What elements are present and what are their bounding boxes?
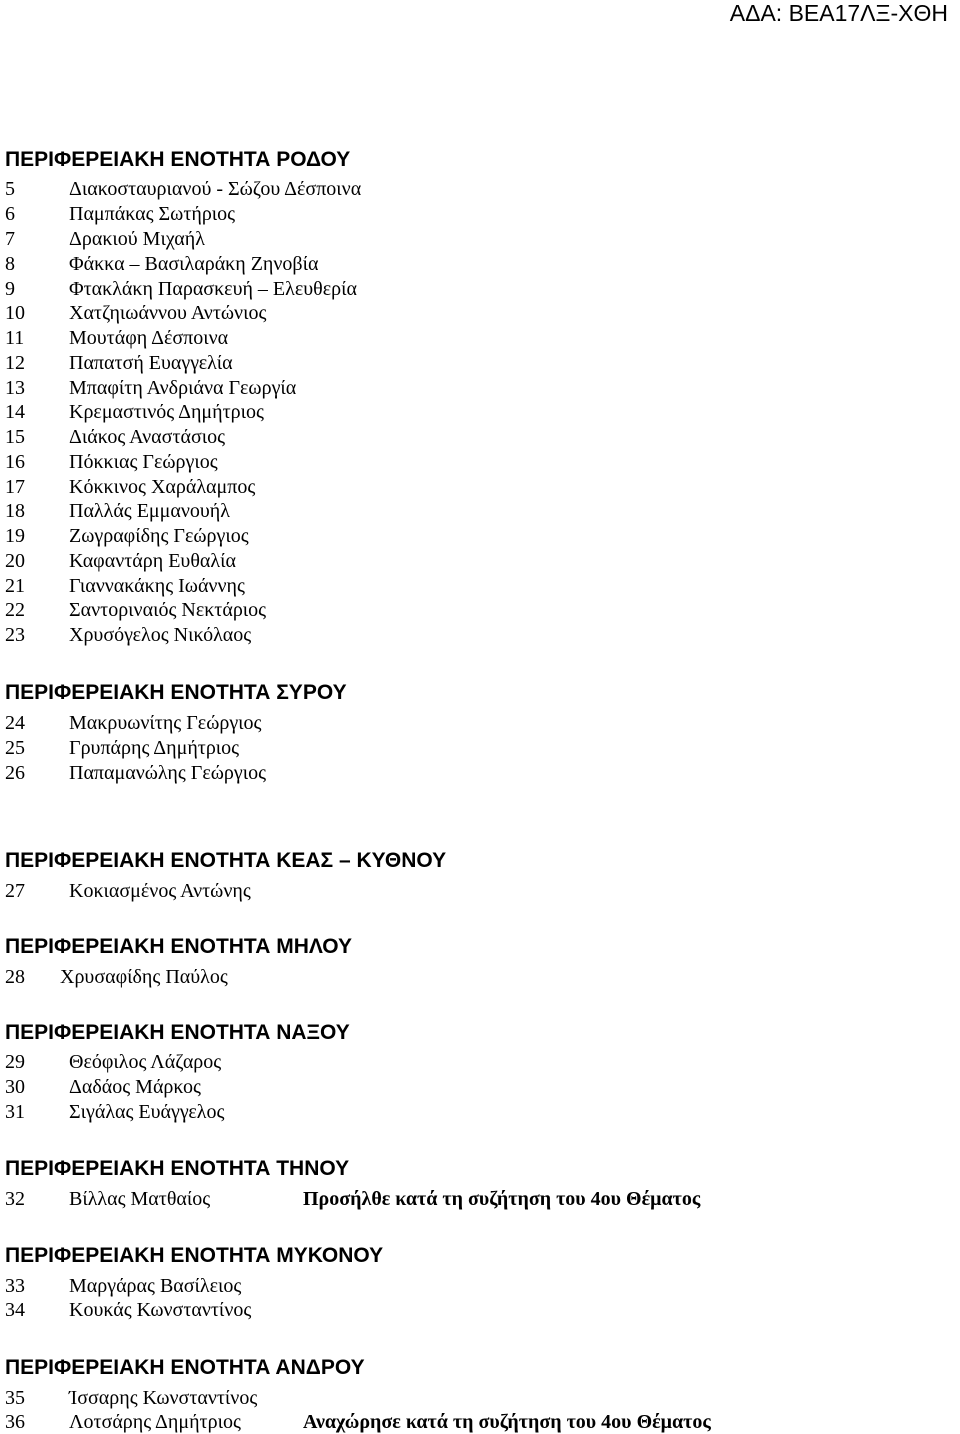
entry-name: Παλλάς Εμμανουήλ [69, 500, 230, 522]
entry-name: Φάκκα – Βασιλαράκη Ζηνοβία [69, 253, 319, 275]
entry-name: Κουκάς Κωνσταντίνος [69, 1299, 252, 1321]
entry-name: Μακρυωνίτης Γεώργιος [69, 712, 262, 734]
entry-number: 14 [5, 401, 25, 423]
section-heading: ΠΕΡΙΦΕΡΕΙΑΚΗ ΕΝΟΤΗΤΑ ΣΥΡΟΥ [5, 681, 347, 704]
entry-name: Παπαμανώλης Γεώργιος [69, 762, 267, 784]
entry-name: Μουτάφη Δέσποινα [69, 327, 229, 349]
entry-name: Γιαννακάκης Ιωάννης [69, 575, 245, 597]
entry-number: 36 [5, 1411, 25, 1433]
entry-name: Θεόφιλος Λάζαρος [69, 1051, 222, 1073]
entry-number: 13 [5, 377, 25, 399]
entry-number: 34 [5, 1299, 25, 1321]
entry-number: 23 [5, 624, 25, 646]
entry-number: 28 [5, 966, 25, 988]
entry-number: 12 [5, 352, 25, 374]
entry-number: 24 [5, 712, 25, 734]
entry-name: Κοκιασμένος Αντώνης [69, 880, 251, 902]
attendance-note: Αναχώρησε κατά τη συζήτηση του 4ου Θέματος [303, 1411, 711, 1433]
entry-name: Λοτσάρης Δημήτριος [69, 1411, 241, 1433]
entry-number: 20 [5, 550, 25, 572]
entry-number: 30 [5, 1076, 25, 1098]
ada-code: ΑΔΑ: ΒΕΑ17ΛΞ-ΧΘΗ [729, 0, 948, 26]
entry-number: 21 [5, 575, 25, 597]
entry-name: Παμπάκας Σωτήριος [69, 203, 236, 225]
entry-name: Σαντοριναιός Νεκτάριος [69, 599, 267, 621]
entry-name: Χρυσόγελος Νικόλαος [69, 624, 252, 646]
entry-number: 32 [5, 1188, 25, 1210]
entry-name: Κρεμαστινός Δημήτριος [69, 401, 264, 423]
section-heading: ΠΕΡΙΦΕΡΕΙΑΚΗ ΕΝΟΤΗΤΑ ΜΗΛΟΥ [5, 935, 353, 958]
entry-number: 35 [5, 1387, 25, 1409]
entry-number: 16 [5, 451, 25, 473]
entry-number: 26 [5, 762, 25, 784]
entry-number: 6 [5, 203, 15, 225]
entry-number: 18 [5, 500, 25, 522]
entry-number: 31 [5, 1101, 25, 1123]
entry-name: Χατζηιωάννου Αντώνιος [69, 302, 267, 324]
section-heading: ΠΕΡΙΦΕΡΕΙΑΚΗ ΕΝΟΤΗΤΑ ΝΑΞΟΥ [5, 1021, 350, 1044]
entry-number: 17 [5, 476, 25, 498]
entry-name: Διακοσταυριανού - Σώζου Δέσποινα [69, 178, 362, 200]
entry-name: Δαδάος Μάρκος [69, 1076, 201, 1098]
entry-name: Μπαφίτη Ανδριάνα Γεωργία [69, 377, 297, 399]
entry-name: Καφαντάρη Ευθαλία [69, 550, 236, 572]
entry-name: Φτακλάκη Παρασκευή – Ελευθερία [69, 278, 357, 300]
attendance-note: Προσήλθε κατά τη συζήτηση του 4ου Θέματος [303, 1188, 701, 1210]
entry-number: 25 [5, 737, 25, 759]
section-heading: ΠΕΡΙΦΕΡΕΙΑΚΗ ΕΝΟΤΗΤΑ ΡΟΔΟΥ [5, 148, 351, 171]
entry-name: Σιγάλας Ευάγγελος [69, 1101, 225, 1123]
section-heading: ΠΕΡΙΦΕΡΕΙΑΚΗ ΕΝΟΤΗΤΑ ΚΕΑΣ – ΚΥΘΝΟΥ [5, 849, 447, 872]
entry-number: 8 [5, 253, 15, 275]
entry-number: 15 [5, 426, 25, 448]
section-heading: ΠΕΡΙΦΕΡΕΙΑΚΗ ΕΝΟΤΗΤΑ ΤΗΝΟΥ [5, 1157, 350, 1180]
entry-name: Χρυσαφίδης Παύλος [60, 966, 228, 988]
entry-name: Διάκος Αναστάσιος [69, 426, 226, 448]
entry-name: Κόκκινος Χαράλαμπος [69, 476, 256, 498]
entry-number: 29 [5, 1051, 25, 1073]
entry-number: 5 [5, 178, 15, 200]
section-heading: ΠΕΡΙΦΕΡΕΙΑΚΗ ΕΝΟΤΗΤΑ ΑΝΔΡΟΥ [5, 1356, 365, 1379]
entry-name: Γρυπάρης Δημήτριος [69, 737, 240, 759]
entry-name: Ζωγραφίδης Γεώργιος [69, 525, 249, 547]
entry-name: Μαργάρας Βασίλειος [69, 1275, 242, 1297]
entry-name: Ίσσαρης Κωνσταντίνος [69, 1387, 258, 1409]
entry-name: Βίλλας Ματθαίος [69, 1188, 211, 1210]
entry-number: 33 [5, 1275, 25, 1297]
entry-number: 9 [5, 278, 15, 300]
entry-number: 10 [5, 302, 25, 324]
entry-number: 22 [5, 599, 25, 621]
entry-name: Παπατσή Ευαγγελία [69, 352, 233, 374]
section-heading: ΠΕΡΙΦΕΡΕΙΑΚΗ ΕΝΟΤΗΤΑ ΜΥΚΟΝΟΥ [5, 1244, 384, 1267]
entry-number: 7 [5, 228, 15, 250]
entry-number: 27 [5, 880, 25, 902]
entry-name: Δρακιού Μιχαήλ [69, 228, 205, 250]
entry-name: Πόκκιας Γεώργιος [69, 451, 218, 473]
entry-number: 11 [5, 327, 25, 349]
entry-number: 19 [5, 525, 25, 547]
